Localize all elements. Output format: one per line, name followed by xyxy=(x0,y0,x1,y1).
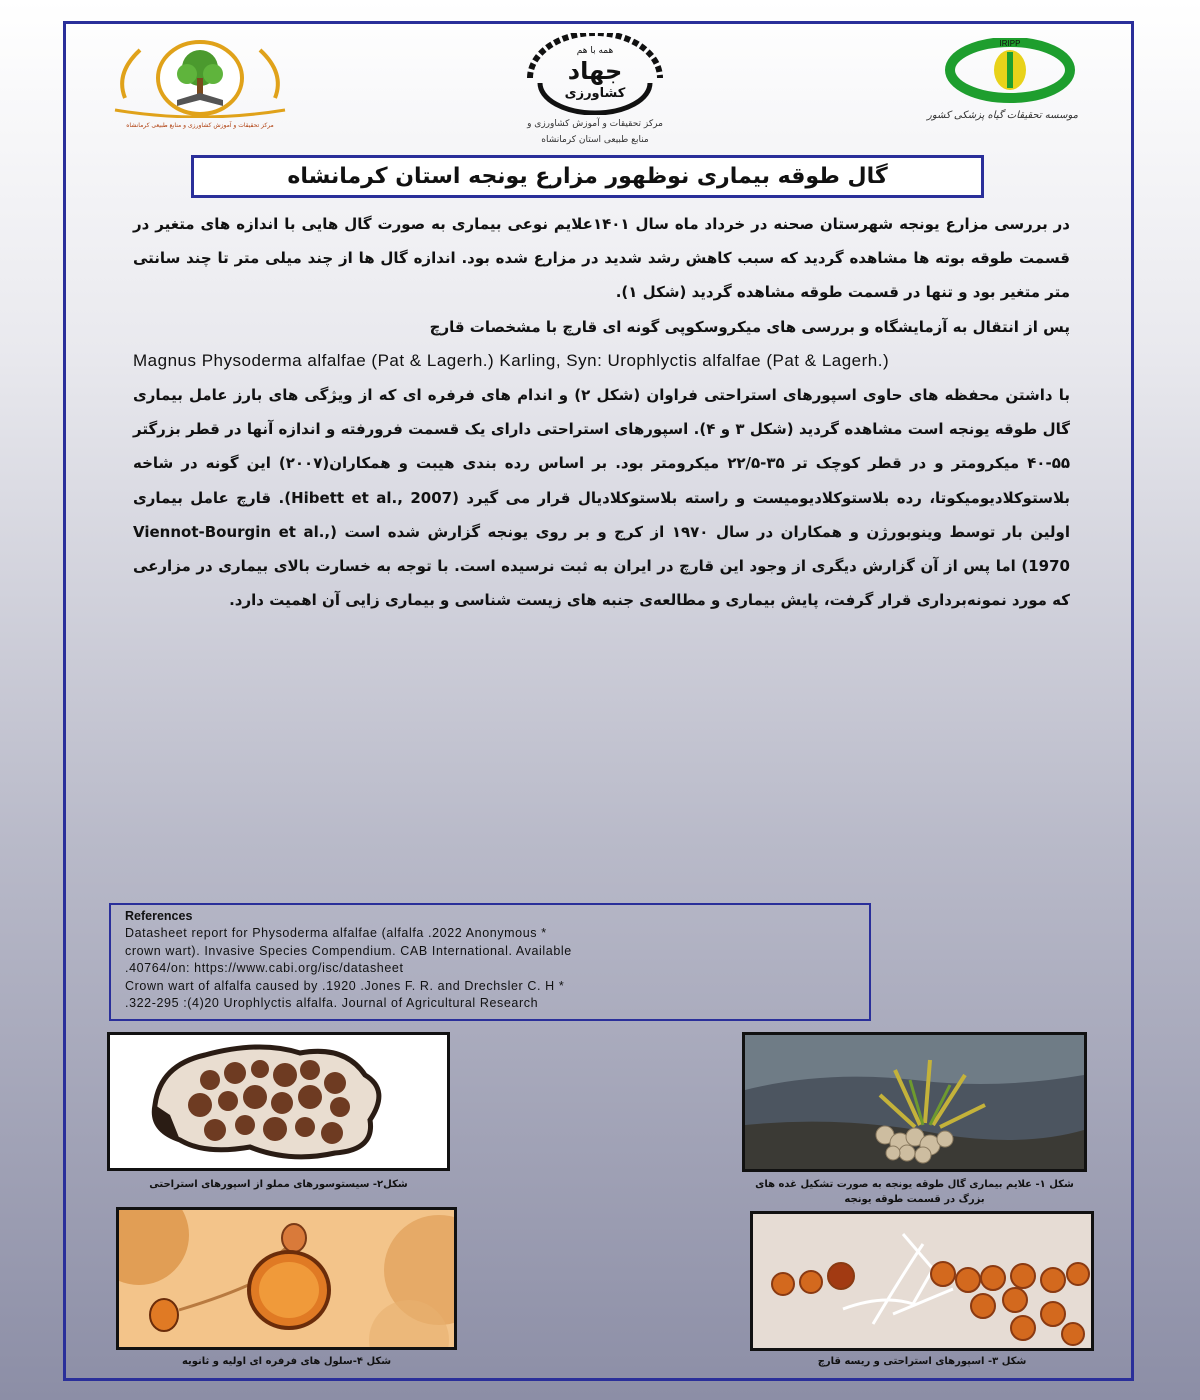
main-article xyxy=(133,207,1070,617)
reference-line: Crown wart of alfalfa caused by .1920 .Jones F. R. and Drechsler C. H * xyxy=(125,978,565,993)
iripp-logo xyxy=(918,38,1078,126)
references-box xyxy=(109,903,871,1021)
reference-line: .322-295 :(4)20 Urophlyctis alfalfa. Journal of Agricultural Research xyxy=(125,996,539,1011)
research-center-logo xyxy=(105,38,295,136)
center-logo-word2: کشاورزی xyxy=(564,86,626,101)
iripp-tag: IRIPP xyxy=(999,39,1021,48)
figure-3-caption: شکل ۳- اسپورهای استراحتی و ریسه قارچ xyxy=(817,1356,1027,1367)
figure-3-image xyxy=(750,1211,1094,1351)
figure-4-image xyxy=(116,1207,457,1350)
center-logo-top: همه با هم xyxy=(576,46,614,56)
paragraph-species-name: Magnus Physoderma alfalfae (Pat & Lagerh.) Karling, Syn: Urophlyctis alfalfae (Pat & Lagerh.) xyxy=(133,350,890,370)
paragraph-description: با داشتن محفظه های حاوی اسپورهای استراحتی فراوان (شکل ۲) و اندام های فرفره ای که از ویژگی های بارز عامل بیماری گال طوقه یونجه است مشاهده گردید (شکل ۳ و ۴). اسپورهای استراحتی دارای یک قسمت فرورفته و اندازه آنها در قطر بزرگتر ۵۵-۴۰ میکرومتر و در قطر کوچک تر ۳۵-۲۲/۵ میکرومتر بود. بر اساس رده بندی هیبت و همکاران(۲۰۰۷) این گونه در شاخه بلاستوکلادیومیکوتا، رده بلاستوکلادیومیست و راسته بلاستوکلادیال قرار می گیرد (Hibett et al., 2007). قارچ عامل بیماری اولین بار توسط وینوبورژن و همکاران در سال ۱۹۷۰ از کرج و بر روی یونجه گزارش شده است (Viennot-Bourgin et al., 1970) اما پس از آن گزارش دیگری از وجود این قارچ در ایران به ثبت نرسیده است. با توجه به خسارت بالای بیماری در مزارعی که مورد نمونه‌برداری قرار گرفت، پایش بیماری و مطالعه‌ی جنبه های زیست شناسی و بیماری زایی آن اهمیت دارد. xyxy=(133,386,1070,610)
tree-emblem-icon xyxy=(105,38,295,118)
figure-2-caption: شکل۲- سیستوسورهای مملو از اسپورهای استراحتی xyxy=(149,1179,408,1190)
paragraph-lab: پس از انتقال به آزمایشگاه و بررسی های میکروسکوپی گونه ای قارچ با مشخصات قارچ xyxy=(429,317,1070,336)
figure-1-caption: شکل ۱- علایم بیماری گال طوقه یونجه به صورت تشکیل غده های بزرگ در قسمت طوقه یونجه xyxy=(755,1179,1074,1205)
right-logo-text: موسسه تحقیقات گیاه پزشکی کشور xyxy=(926,110,1078,121)
wheat-emblem-icon xyxy=(500,33,690,115)
reference-line: .40764/on: https://www.cabi.org/isc/datasheet xyxy=(125,961,404,976)
plant-protection-emblem-icon xyxy=(918,38,1078,106)
center-logo-word1: جهاد xyxy=(567,57,623,85)
page-title: گال طوقه بیماری نوظهور مزارع یونجه استان کرمانشاه xyxy=(191,155,984,198)
reference-line: crown wart). Invasive Species Compendium. CAB International. Available xyxy=(125,943,572,958)
paragraph-observation: در بررسی مزارع یونجه شهرستان صحنه در خرداد ماه سال ۱۴۰۱علایم نوعی بیماری به صورت گال هایی با اندازه های متغیر در قسمت طوقه بوته ها مشاهده گردید که سبب کاهش رشد شدید در مزارع شده بود. اندازه گال ها از چند میلی متر تا چند سانتی متر متغیر بود و تنها در قسمت طوقه مشاهده گردید (شکل ۱). xyxy=(133,215,1070,302)
left-logo-text: مرکز تحقیقات و آموزش کشاورزی و منابع طبیعی کرمانشاه xyxy=(126,122,274,129)
jihad-keshavarzi-logo xyxy=(500,33,690,153)
center-logo-sub2: منابع طبیعی استان کرمانشاه xyxy=(541,135,649,145)
figure-2-image xyxy=(107,1032,450,1171)
center-logo-sub1: مرکز تحقیقات و آموزش کشاورزی و xyxy=(527,119,663,129)
figure-4-caption: شکل ۴-سلول های فرفره ای اولیه و ثانویه xyxy=(181,1356,392,1367)
references-heading: References xyxy=(125,909,193,923)
figure-1-image xyxy=(742,1032,1087,1172)
reference-line: Datasheet report for Physoderma alfalfae (alfalfa .2022 Anonymous * xyxy=(125,926,547,941)
